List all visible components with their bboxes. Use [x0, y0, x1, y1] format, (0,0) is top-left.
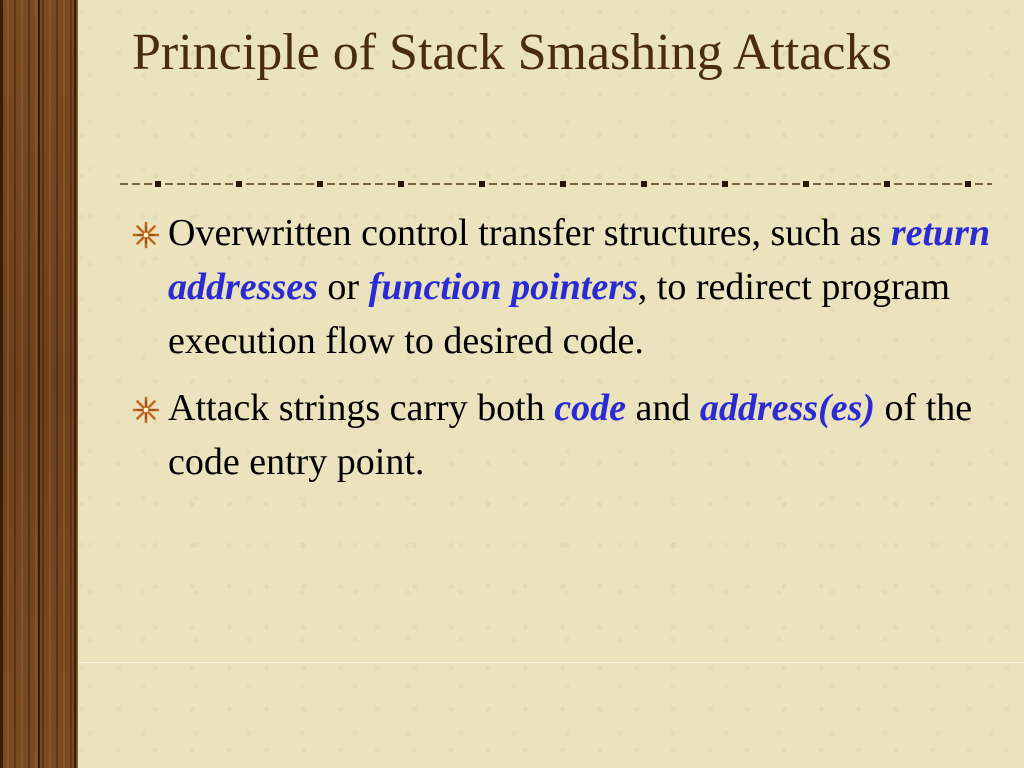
- bullet-text: , to redirect program execution flow to desired code.: [168, 266, 951, 362]
- slide-title: Principle of Stack Smashing Attacks: [132, 24, 892, 81]
- emphasis-return-addresses: return addresses: [168, 212, 991, 308]
- footer-rule: [78, 662, 1024, 663]
- wood-sidebar: [0, 0, 78, 768]
- bullet-text: or: [317, 266, 369, 308]
- emphasis-addresses: address(es): [699, 387, 876, 429]
- bullet-text: and: [625, 387, 700, 429]
- bullet-text: Attack strings carry both: [168, 387, 555, 429]
- bullet-item: [132, 381, 992, 489]
- starburst-icon: [132, 221, 160, 249]
- emphasis-code: code: [554, 387, 626, 429]
- emphasis-function-pointers: function pointers: [368, 266, 638, 308]
- bullet-list: [132, 206, 992, 489]
- starburst-icon: [132, 396, 160, 424]
- bullet-item: [132, 206, 992, 368]
- title-divider: [120, 178, 992, 190]
- bullet-text: Overwritten control transfer structures, such as: [168, 212, 891, 254]
- bullet-text: of the code entry point.: [168, 387, 973, 483]
